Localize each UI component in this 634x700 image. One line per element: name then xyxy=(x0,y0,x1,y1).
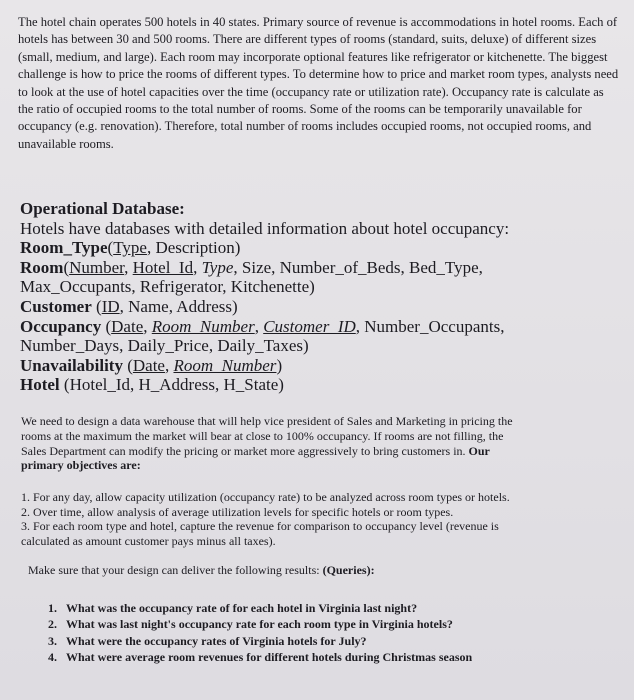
intro-paragraph: The hotel chain operates 500 hotels in 40 states. Primary source of revenue is accommodations in hotel rooms. Each of hotels has between 30 and 500 rooms. There are different types of rooms (standard, suits, deluxe) of different sizes (small, medium, and large). Each room may incorporate optional features like refrigerator or kitchenette. The biggest challenge is how to price the rooms of different types. To determine how to price and market room types, analysts need to look at the use of hotel capacities over the time (occupancy rate or utilization rate). Occupancy rate is calculate as the ratio of occupied rooms to the total number of rooms. Some of the rooms can be temporarily unavailable for occupancy (e.g. renovation). Therefore, total number of rooms includes occupied rooms, not occupied rooms, and unavailable rooms. xyxy=(18,15,619,151)
queries-list xyxy=(48,600,608,666)
objective-item: 1. For any day, allow capacity utilization (occupancy rate) to be analyzed across room types or hotels. xyxy=(21,490,510,504)
primary-key: Date xyxy=(132,355,165,375)
objective-item: 2. Over time, allow analysis of average utilization levels for specific hotels or room types. xyxy=(21,504,454,519)
schema-occupancy-continued: Number_Days, Daily_Price, Daily_Taxes) xyxy=(20,336,309,356)
primary-objectives-label: primary objectives are: xyxy=(21,458,141,473)
primary-key: ID xyxy=(101,296,120,316)
primary-foreign-key: Room_Number xyxy=(173,355,277,375)
queries-label: (Queries): xyxy=(322,563,375,577)
objective-item-continued: calculated as amount customer pays minus all taxes). xyxy=(21,533,276,548)
schema-customer: Customer (ID, Name, Address) xyxy=(20,296,238,316)
foreign-key: Type xyxy=(201,257,234,277)
table-name: Occupancy xyxy=(20,316,102,336)
primary-foreign-key: Room_Number xyxy=(151,316,255,336)
table-name: Customer xyxy=(20,296,92,316)
table-name: Unavailability xyxy=(20,355,123,375)
schema-occupancy: Occupancy (Date, Room_Number, Customer_ID, Number_Occupants, xyxy=(20,316,505,336)
table-name: Room xyxy=(20,257,64,277)
operational-database-section xyxy=(20,199,620,395)
objective-item: 3. For each room type and hotel, capture the revenue for comparison to occupancy level (revenue is xyxy=(21,519,499,534)
query-item: 4. What were average room revenues for different hotels during Christmas season xyxy=(48,650,473,665)
schema-room-continued: Max_Occupants, Refrigerator, Kitchenette) xyxy=(20,277,315,297)
primary-key: Number xyxy=(69,257,125,277)
make-sure-line: Make sure that your design can deliver the following results: (Queries): xyxy=(28,563,375,577)
schema-room: Room(Number, Hotel_Id, Type, Size, Number_of_Beds, Bed_Type, xyxy=(20,257,483,277)
table-name: Hotel xyxy=(20,375,60,395)
primary-foreign-key: Customer_ID xyxy=(263,316,356,336)
query-item: 1. What was the occupancy rate of for each hotel in Virginia last night? xyxy=(48,601,418,615)
operational-database-description: Hotels have databases with detailed information about hotel occupancy: xyxy=(20,218,510,238)
schema-hotel: Hotel (Hotel_Id, H_Address, H_State) xyxy=(20,375,284,395)
objectives-list xyxy=(21,490,611,548)
query-item: 2. What was last night's occupancy rate for each room type in Virginia hotels? xyxy=(48,617,453,632)
primary-key: Type xyxy=(113,238,147,258)
schema-room-type: Room_Type(Type, Description) xyxy=(20,238,241,258)
query-item: 3. What were the occupancy rates of Virginia hotels for July? xyxy=(48,633,367,648)
schema-unavailability: Unavailability (Date, Room_Number) xyxy=(20,355,283,375)
primary-key: Hotel_Id xyxy=(132,257,194,277)
primary-key: Date xyxy=(111,316,144,336)
table-name: Room_Type xyxy=(20,238,108,258)
operational-database-heading: Operational Database: xyxy=(20,199,185,218)
warehouse-paragraph: We need to design a data warehouse that will help vice president of Sales and Marketing in pricing the rooms at the maximum the market will bear at close to 100% occupancy. If rooms are not filling, the Sales Department can modify the pricing or market more aggressively to bring customers in. Our primary objectives are: xyxy=(21,414,596,473)
